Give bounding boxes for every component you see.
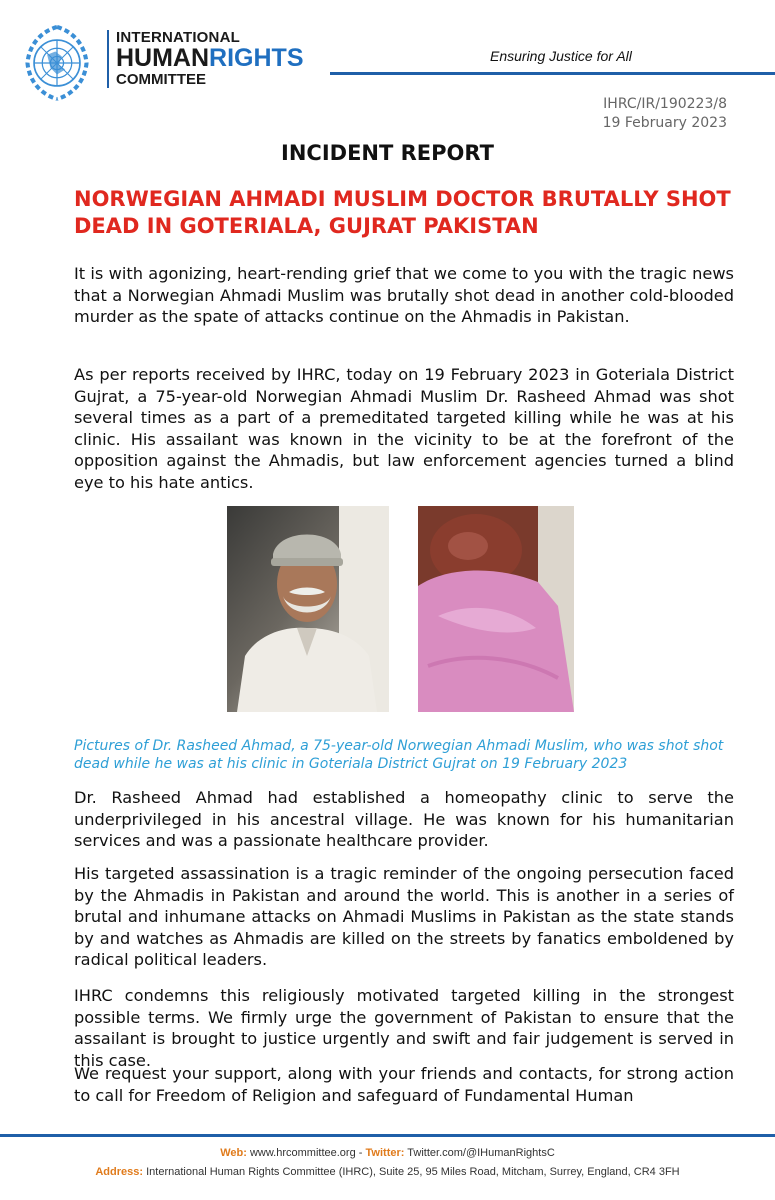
footer-address-label: Address: [95, 1166, 144, 1178]
report-title: INCIDENT REPORT [281, 141, 494, 165]
footer-separator: - [358, 1147, 366, 1159]
tagline: Ensuring Justice for All [490, 48, 632, 64]
portrait-photo [227, 506, 389, 712]
footer-twitter-label: Twitter: [365, 1147, 405, 1159]
photo-caption: Pictures of Dr. Rasheed Ahmad, a 75-year-old Norwegian Ahmadi Muslim, who was shot shot dead while he was at his clinic in Goteriala District Gujrat on 19 February 2023 [74, 738, 724, 772]
paragraph-persecution: His targeted assassination is a tragic reminder of the ongoing persecution faced by the Ahmadis in Pakistan and around the world. This is another in a series of brutal and inhumane attacks on Ahmadi Muslims in Pakistan as the state stands by and watches as Ahmadis are killed on the streets by fanatics emboldened by radical political leaders. [74, 864, 734, 969]
footer-address: International Human Rights Committee (IHRC), Suite 25, 95 Miles Road, Mitcham, Surrey, England, CR4 3FH [146, 1166, 680, 1178]
victim-photo [418, 506, 574, 712]
reference-block [603, 95, 727, 133]
logo-word-human: HUMAN [116, 44, 210, 72]
paragraph-report: As per reports received by IHRC, today on 19 February 2023 in Goteriala District Gujrat, a 75-year-old Norwegian Ahmadi Muslim Dr. Rasheed Ahmad was shot several times as a part of a premeditated targeted killing while he was at his clinic. His assailant was known in the vicinity to be at the forefront of the opposition against the Ahmadis, but law enforcement agencies turned a blind eye to his hate antics. [74, 365, 734, 492]
reference-code: IHRC/IR/190223/8 [603, 96, 727, 112]
un-globe-emblem-icon [16, 22, 98, 104]
paragraph-condemnation: IHRC condemns this religiously motivated targeted killing in the strongest possible terms. We firmly urge the government of Pakistan to ensure that the assailant is brought to justice urgently and swift and fair judgement is served in this case. [74, 986, 734, 1070]
logo-word-rights: RIGHTS [209, 44, 304, 72]
headline: NORWEGIAN AHMADI MUSLIM DOCTOR BRUTALLY SHOT DEAD IN GOTERIALA, GUJRAT PAKISTAN [74, 187, 731, 238]
footer-contact-line [0, 1144, 775, 1163]
paragraph-request: We request your support, along with your friends and contacts, for strong action to call for Freedom of Religion and safeguard of Fundamental Human [74, 1064, 734, 1105]
footer-web-link[interactable]: www.hrcommittee.org [249, 1147, 356, 1159]
footer-rule [0, 1134, 775, 1137]
footer-web-label: Web: [220, 1147, 247, 1159]
footer [0, 1144, 775, 1182]
footer-address-line [0, 1163, 775, 1182]
logo-divider [107, 30, 109, 88]
header-rule [330, 72, 775, 75]
logo-line-committee: COMMITTEE [116, 71, 206, 88]
paragraph-intro: It is with agonizing, heart-rending grief that we come to you with the tragic news that a Norwegian Ahmadi Muslim was brutally shot dead in another cold-blooded murder as the spate of attacks continue on the Ahmadis in Pakistan. [74, 264, 734, 326]
reference-date: 19 February 2023 [602, 115, 727, 131]
logo-line-human-rights [116, 46, 304, 71]
footer-twitter-link[interactable]: Twitter.com/@IHumanRightsC [407, 1147, 555, 1159]
letterhead [0, 0, 775, 100]
logo-line-international: INTERNATIONAL [116, 29, 240, 46]
organization-logo-text [116, 30, 304, 87]
paragraph-background: Dr. Rasheed Ahmad had established a homeopathy clinic to serve the underprivileged in his ancestral village. He was known for his humanitarian services and was a passionate healthcare provider. [74, 788, 734, 850]
